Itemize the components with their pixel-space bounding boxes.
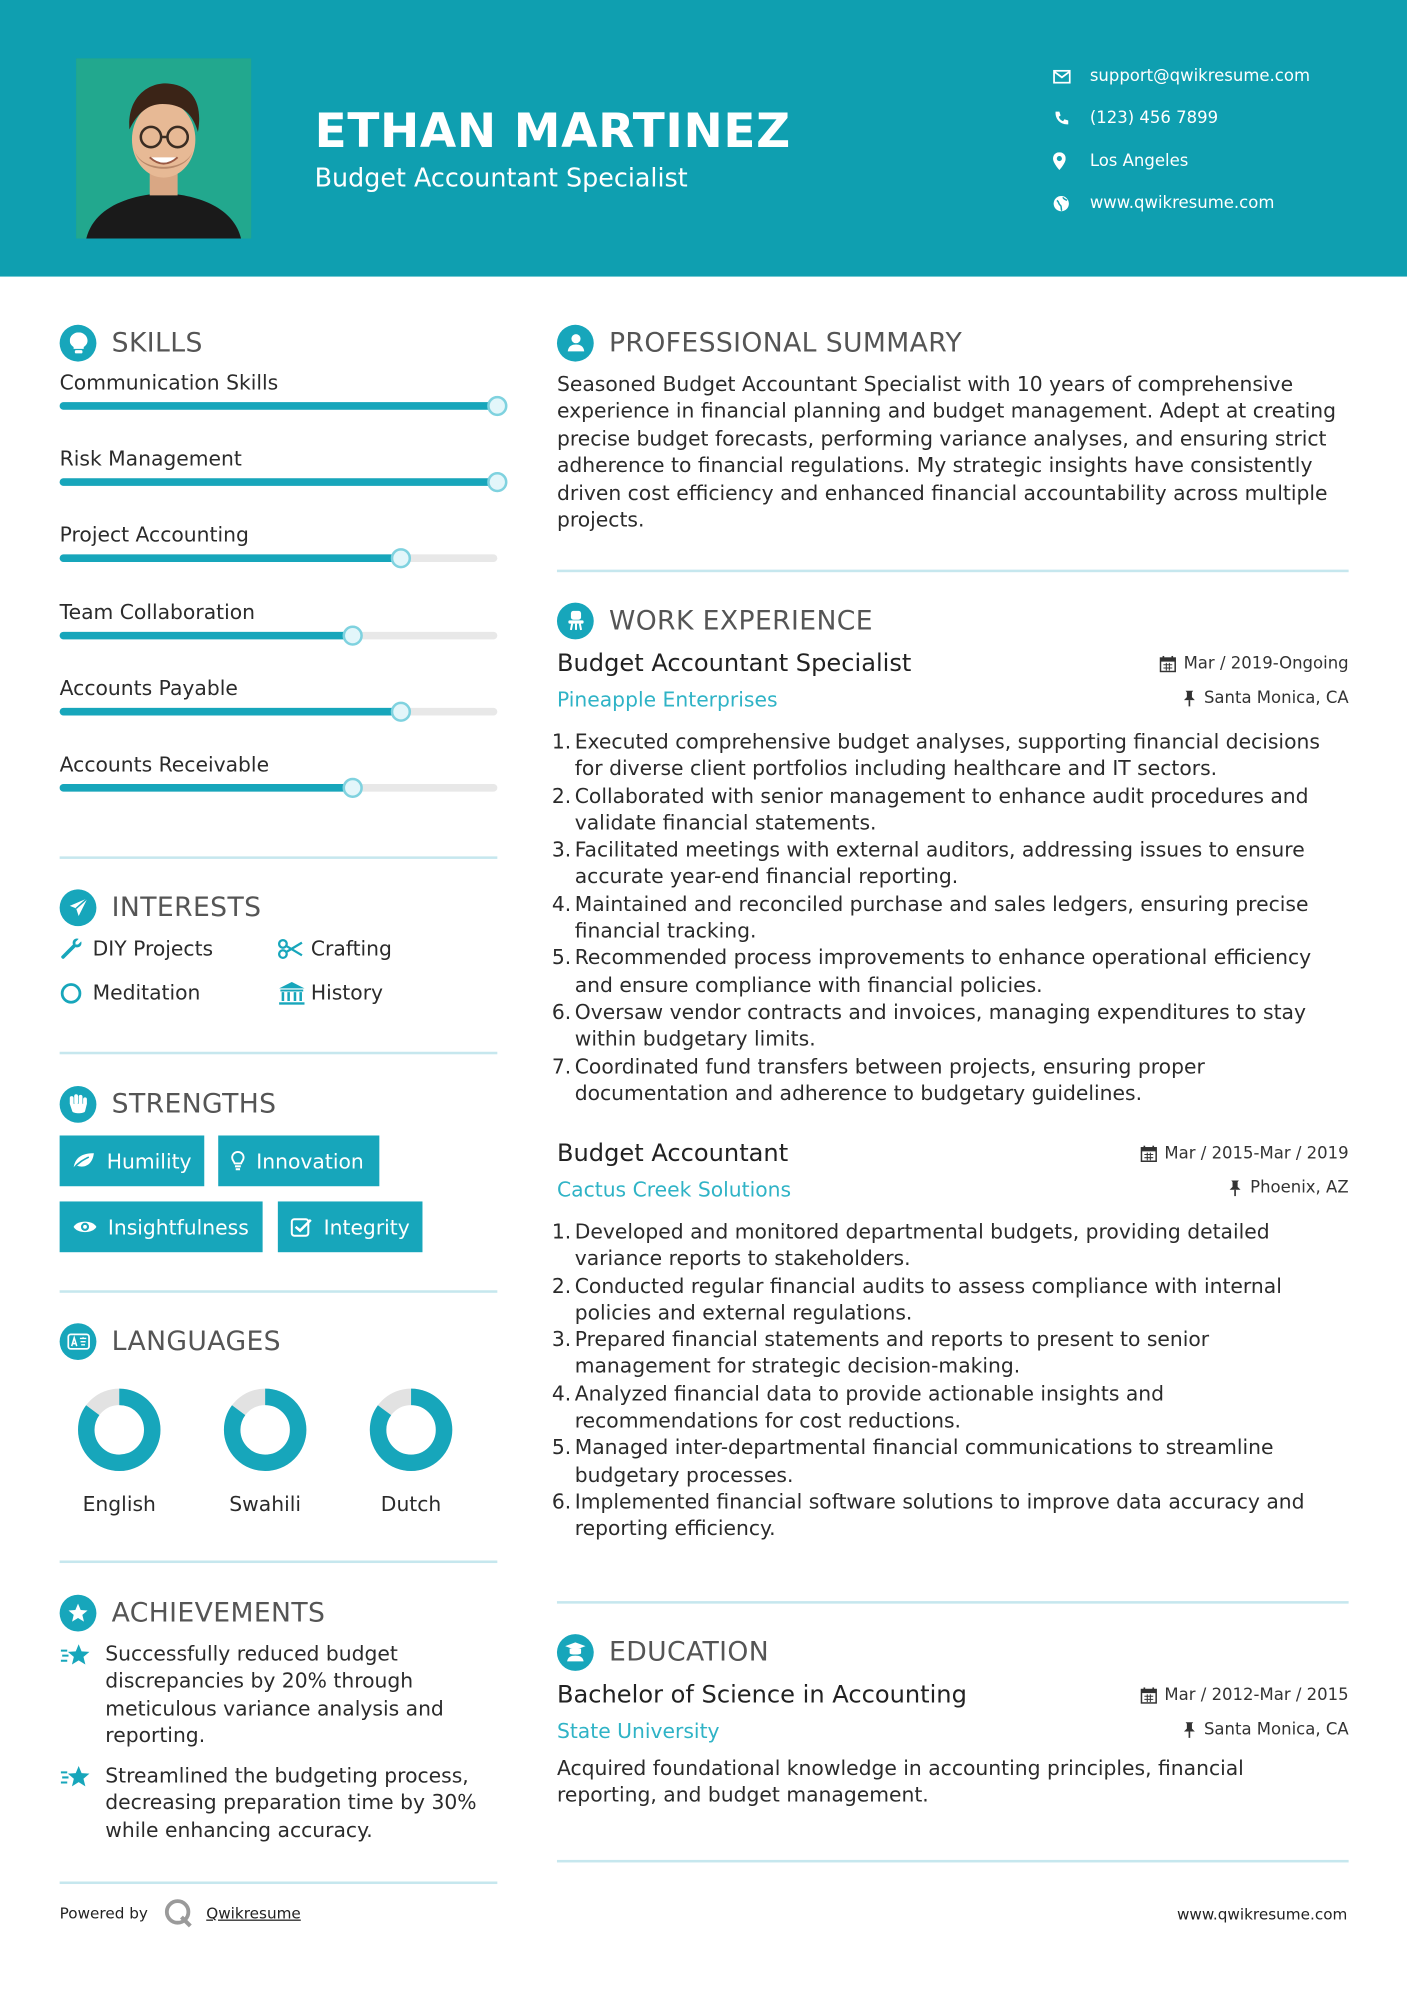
contact-phone-text: (123) 456 7899 bbox=[1089, 109, 1219, 129]
skill-bar-fill bbox=[60, 402, 498, 410]
strength-label: Humility bbox=[106, 1148, 192, 1173]
paper-plane-icon bbox=[60, 889, 97, 926]
achievements-section bbox=[60, 1593, 498, 1631]
skill-label: Communication Skills bbox=[59, 370, 279, 395]
bullet-text: Executed comprehensive budget analyses, supporting financial decisions for diverse client portfolios including healthcare and IT sectors. bbox=[574, 729, 1320, 781]
summary-section bbox=[557, 324, 1349, 362]
bullet-text: Managed inter-departmental financial communications to streamline budgetary processes. bbox=[574, 1435, 1274, 1487]
job-bullet bbox=[551, 1380, 1349, 1434]
resume-header bbox=[0, 0, 1407, 277]
calendar-icon bbox=[1159, 656, 1175, 672]
interest-label: History bbox=[310, 980, 384, 1005]
skills-heading bbox=[60, 324, 498, 362]
divider bbox=[557, 1601, 1349, 1604]
education-date bbox=[1140, 1686, 1348, 1705]
skill-bar-knob bbox=[343, 778, 363, 798]
skill-item bbox=[60, 600, 498, 624]
interest-item bbox=[60, 981, 201, 1005]
qwikresume-logo-icon bbox=[163, 1898, 193, 1928]
language-label: Dutch bbox=[380, 1491, 442, 1517]
strength-tag bbox=[278, 1201, 423, 1252]
interest-label: Crafting bbox=[310, 936, 392, 961]
job-bullet bbox=[551, 1272, 1349, 1326]
strength-tag bbox=[60, 1135, 205, 1186]
bullet-text: Oversaw vendor contracts and invoices, managing expenditures to stay within budgetary limits. bbox=[574, 999, 1306, 1051]
education-date-text: Mar / 2012-Mar / 2015 bbox=[1164, 1686, 1349, 1706]
star-icon bbox=[60, 1640, 106, 1749]
job-location bbox=[1182, 689, 1348, 708]
bullet-number: 6. bbox=[551, 999, 572, 1024]
calendar-icon bbox=[1140, 1687, 1156, 1703]
achievement-text: Streamlined the budgeting process, decreasing preparation time by 30% while enhancing accuracy. bbox=[105, 1763, 477, 1842]
job-date bbox=[1159, 655, 1348, 674]
chair-icon bbox=[557, 602, 594, 639]
language-donut bbox=[367, 1385, 456, 1474]
bullet-number: 4. bbox=[551, 1381, 572, 1406]
qwikresume-link[interactable]: Qwikresume bbox=[206, 1904, 301, 1923]
strength-tag bbox=[60, 1201, 263, 1252]
bullet-number: 1. bbox=[551, 729, 572, 754]
job-location bbox=[1229, 1179, 1349, 1198]
job-entry bbox=[557, 650, 1349, 716]
languages-title: LANGUAGES bbox=[111, 1325, 281, 1357]
divider bbox=[557, 570, 1349, 573]
languages-heading bbox=[60, 1322, 498, 1360]
skill-bar-knob bbox=[343, 625, 363, 645]
skills-section bbox=[60, 324, 498, 362]
phone-icon bbox=[1053, 111, 1090, 127]
lightbulb-icon bbox=[60, 324, 97, 361]
interests-heading bbox=[60, 888, 498, 926]
bullet-text: Recommended process improvements to enhance operational efficiency and ensure compliance with financial policies. bbox=[574, 945, 1312, 997]
language-item bbox=[206, 1385, 325, 1516]
email-icon bbox=[1053, 70, 1090, 84]
interest-label: Meditation bbox=[92, 980, 201, 1005]
powered-by-text: Powered by bbox=[59, 1904, 148, 1923]
job-title: Budget Accountant Specialist bbox=[556, 649, 912, 678]
job-bullet-list bbox=[551, 1218, 1349, 1542]
lightbulb-icon bbox=[231, 1151, 256, 1171]
bullet-text: Prepared financial statements and reports to present to senior management for strategic decision-making. bbox=[574, 1327, 1210, 1379]
candidate-name: ETHAN MARTINEZ bbox=[314, 104, 791, 159]
job-bullet bbox=[551, 1434, 1349, 1488]
skill-bar-fill bbox=[60, 479, 498, 487]
bullet-number: 1. bbox=[551, 1219, 572, 1244]
contact-email[interactable] bbox=[1053, 56, 1383, 98]
job-company: Cactus Creek Solutions bbox=[556, 1177, 792, 1202]
bullet-number: 5. bbox=[551, 1435, 572, 1460]
education-title: EDUCATION bbox=[608, 1636, 770, 1668]
skills-list bbox=[60, 370, 498, 827]
strength-tag bbox=[218, 1135, 379, 1186]
interest-item bbox=[278, 936, 392, 960]
translate-icon bbox=[60, 1323, 97, 1360]
bullet-text: Collaborated with senior management to enhance audit procedures and validate financial statements. bbox=[574, 783, 1309, 835]
school-name: State University bbox=[556, 1719, 720, 1744]
strength-label: Innovation bbox=[256, 1148, 364, 1173]
strength-label: Integrity bbox=[323, 1214, 410, 1239]
star-icon bbox=[60, 1762, 106, 1843]
job-bullet bbox=[551, 1488, 1349, 1542]
contact-phone[interactable] bbox=[1053, 98, 1383, 140]
job-entry bbox=[557, 1139, 1349, 1205]
achievement-item bbox=[60, 1640, 498, 1749]
bullet-number: 7. bbox=[551, 1053, 572, 1078]
strengths-title: STRENGTHS bbox=[111, 1088, 277, 1119]
summary-heading bbox=[557, 324, 1349, 362]
bullet-text: Implemented financial software solutions to improve data accuracy and reporting efficiency. bbox=[574, 1489, 1305, 1541]
contact-website-text: www.qwikresume.com bbox=[1089, 194, 1275, 214]
skill-bar-fill bbox=[60, 555, 401, 563]
job-company: Pineapple Enterprises bbox=[556, 687, 778, 712]
achievements-title: ACHIEVEMENTS bbox=[111, 1597, 326, 1628]
contact-website[interactable] bbox=[1053, 183, 1383, 225]
skill-item bbox=[60, 447, 498, 471]
interests-title: INTERESTS bbox=[111, 891, 262, 923]
bullet-text: Facilitated meetings with external auditors, addressing issues to ensure accurate year-end financial reporting. bbox=[574, 837, 1305, 889]
divider bbox=[60, 1052, 498, 1055]
job-bullet bbox=[551, 998, 1349, 1052]
pushpin-icon bbox=[1182, 1722, 1196, 1738]
divider bbox=[60, 856, 498, 859]
job-bullet bbox=[551, 836, 1349, 890]
skill-bar bbox=[60, 784, 498, 792]
language-donut bbox=[75, 1385, 164, 1474]
job-bullet-list bbox=[551, 728, 1349, 1106]
profile-photo bbox=[76, 58, 251, 238]
language-label: Swahili bbox=[229, 1491, 302, 1517]
bullet-text: Conducted regular financial audits to assess compliance with internal policies and external regulations. bbox=[574, 1273, 1282, 1325]
languages-section bbox=[60, 1322, 498, 1360]
footer-branding bbox=[60, 1898, 301, 1928]
job-bullet bbox=[551, 782, 1349, 836]
skill-label: Accounts Receivable bbox=[59, 752, 270, 777]
skill-item bbox=[60, 370, 498, 394]
experience-section bbox=[557, 601, 1349, 639]
interests-section bbox=[60, 888, 498, 926]
skill-label: Accounts Payable bbox=[59, 675, 238, 701]
graduate-icon bbox=[557, 1633, 594, 1670]
circle-icon bbox=[60, 981, 93, 1004]
bullet-text: Coordinated fund transfers between projects, ensuring proper documentation and adherence to budgetary guidelines. bbox=[574, 1053, 1205, 1105]
contact-location-text: Los Angeles bbox=[1089, 151, 1189, 171]
education-section bbox=[557, 1633, 1349, 1671]
job-date-text: Mar / 2019-Ongoing bbox=[1183, 654, 1349, 674]
bullet-number: 2. bbox=[551, 1273, 572, 1298]
education-entry bbox=[557, 1681, 1349, 1747]
strength-label: Insightfulness bbox=[107, 1214, 249, 1239]
job-title: Budget Accountant bbox=[556, 1139, 789, 1168]
skill-bar bbox=[60, 555, 498, 563]
job-date-text: Mar / 2015-Mar / 2019 bbox=[1164, 1144, 1349, 1164]
user-icon bbox=[557, 324, 594, 361]
summary-title: PROFESSIONAL SUMMARY bbox=[608, 327, 963, 358]
language-item bbox=[351, 1385, 470, 1516]
skill-bar-knob bbox=[487, 396, 507, 416]
skill-bar bbox=[60, 631, 498, 639]
bullet-number: 6. bbox=[551, 1489, 572, 1514]
divider bbox=[60, 1561, 498, 1564]
summary-text: Seasoned Budget Accountant Specialist with 10 years of comprehensive experience in financial planning and budget management. Adept at creating precise budget forecasts, performing variance analyses, and ensuring strict adherence to financial regulations. My strategic insights have consistently driven cost efficiency and enhanced financial accountability across multiple projects. bbox=[556, 371, 1337, 532]
job-location-text: Santa Monica, CA bbox=[1203, 688, 1349, 708]
contact-location bbox=[1053, 140, 1383, 182]
skills-title: SKILLS bbox=[111, 327, 203, 358]
job-date bbox=[1140, 1144, 1348, 1163]
job-bullet bbox=[551, 944, 1349, 998]
education-heading bbox=[557, 1633, 1349, 1671]
job-bullet bbox=[551, 1218, 1349, 1272]
language-item bbox=[60, 1385, 179, 1516]
location-pin-icon bbox=[1053, 153, 1090, 171]
skill-bar-knob bbox=[391, 549, 411, 569]
skill-bar-knob bbox=[391, 701, 411, 721]
skill-bar-knob bbox=[487, 472, 507, 492]
divider bbox=[557, 1860, 1349, 1863]
job-bullet bbox=[551, 890, 1349, 944]
bullet-number: 4. bbox=[551, 891, 572, 916]
strengths-heading bbox=[60, 1085, 498, 1123]
skill-bar-fill bbox=[60, 784, 353, 792]
pushpin-icon bbox=[1182, 690, 1196, 706]
skill-bar bbox=[60, 402, 498, 410]
bullet-text: Maintained and reconciled purchase and sales ledgers, ensuring precise financial tracking. bbox=[574, 891, 1309, 943]
experience-title: WORK EXPERIENCE bbox=[608, 605, 874, 636]
language-donut bbox=[221, 1385, 310, 1474]
job-location-text: Phoenix, AZ bbox=[1250, 1178, 1349, 1198]
bullet-number: 5. bbox=[551, 945, 572, 970]
bullet-text: Developed and monitored departmental budgets, providing detailed variance reports to stakeholders. bbox=[574, 1219, 1270, 1271]
check-square-icon bbox=[291, 1217, 324, 1237]
skill-bar-fill bbox=[60, 708, 401, 716]
education-description: Acquired foundational knowledge in accounting principles, financial reporting, and budget management. bbox=[556, 1755, 1244, 1808]
bullet-number: 3. bbox=[551, 837, 572, 862]
education-location bbox=[1182, 1720, 1348, 1739]
bullet-text: Analyzed financial data to provide actionable insights and recommendations for cost reductions. bbox=[574, 1381, 1165, 1433]
eye-icon bbox=[72, 1219, 108, 1234]
skill-item bbox=[60, 752, 498, 776]
degree-title: Bachelor of Science in Accounting bbox=[556, 1681, 967, 1709]
pushpin-icon bbox=[1229, 1180, 1243, 1196]
divider bbox=[60, 1290, 498, 1293]
contact-list bbox=[1053, 56, 1383, 225]
calendar-icon bbox=[1140, 1146, 1156, 1162]
skill-label: Project Accounting bbox=[59, 523, 249, 548]
skill-item bbox=[60, 523, 498, 547]
skill-item bbox=[60, 676, 498, 700]
scissors-icon bbox=[278, 938, 311, 958]
bullet-number: 2. bbox=[551, 783, 572, 808]
achievement-text: Successfully reduced budget discrepancies by 20% through meticulous variance analysis and reporting. bbox=[105, 1641, 444, 1748]
job-bullet bbox=[551, 1326, 1349, 1380]
achievements-heading bbox=[60, 1593, 498, 1631]
achievement-item bbox=[60, 1762, 498, 1843]
footer-website[interactable]: www.qwikresume.com bbox=[1176, 1905, 1348, 1924]
skill-label: Team Collaboration bbox=[59, 599, 256, 624]
job-bullet bbox=[551, 728, 1349, 782]
star-badge-icon bbox=[60, 1594, 97, 1631]
globe-icon bbox=[1053, 195, 1090, 211]
skill-bar bbox=[60, 479, 498, 487]
experience-heading bbox=[557, 601, 1349, 639]
museum-icon bbox=[278, 981, 311, 1004]
fist-icon bbox=[60, 1085, 97, 1122]
wrench-icon bbox=[60, 937, 93, 960]
interest-item bbox=[60, 936, 213, 960]
skill-label: Risk Management bbox=[59, 446, 242, 471]
bullet-number: 3. bbox=[551, 1327, 572, 1352]
job-bullet bbox=[551, 1052, 1349, 1106]
language-label: English bbox=[82, 1491, 156, 1517]
skill-bar bbox=[60, 708, 498, 716]
education-location-text: Santa Monica, CA bbox=[1203, 1720, 1349, 1740]
contact-email-text: support@qwikresume.com bbox=[1089, 67, 1311, 87]
candidate-title: Budget Accountant Specialist bbox=[314, 162, 688, 193]
leaf-icon bbox=[72, 1152, 106, 1170]
interest-label: DIY Projects bbox=[92, 936, 214, 961]
divider bbox=[60, 1881, 498, 1884]
interest-item bbox=[278, 981, 383, 1005]
strengths-section bbox=[60, 1085, 498, 1123]
skill-bar-fill bbox=[60, 631, 353, 639]
